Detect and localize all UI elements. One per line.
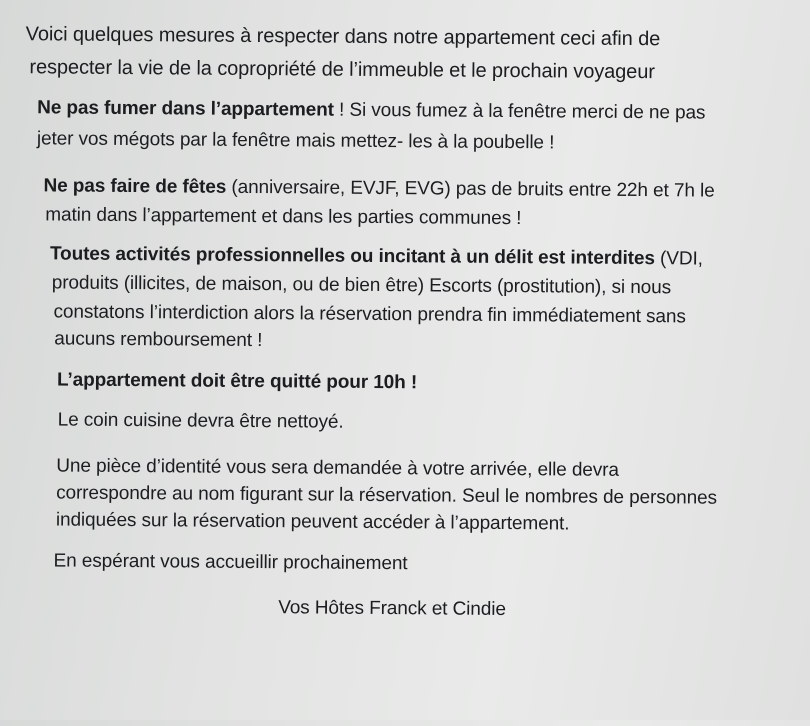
rule-smoking-title: Ne pas fumer dans l’appartement	[37, 97, 334, 121]
rule-id-line-1: Une pièce d’identité vous sera demandée à votre arrivée, elle devra	[56, 455, 619, 481]
rule-professional-line-2: produits (illicites, de maison, ou de bien être) Escorts (prostitution), si nous	[51, 272, 672, 299]
rule-professional-line-1	[50, 242, 703, 271]
rule-party-text: (anniversaire, EVJF, EVG) pas de bruits entre 22h et 7h le	[226, 176, 715, 202]
intro-line-1: Voici quelques mesures à respecter dans notre appartement ceci afin de	[25, 23, 661, 51]
rule-party-line-2: matin dans l’appartement et dans les parties communes !	[45, 204, 522, 230]
rule-professional-text: (VDI,	[654, 248, 703, 270]
signature: Vos Hôtes Franck et Cindie	[278, 597, 506, 620]
rule-id-line-2: correspondre au nom figurant sur la réservation. Seul le nombres de personnes	[56, 482, 718, 509]
rule-kitchen: Le coin cuisine devra être nettoyé.	[57, 409, 344, 433]
rule-smoking-line-2: jeter vos mégots par la fenêtre mais mettez- les à la poubelle !	[36, 128, 555, 154]
rule-professional-title: Toutes activités professionnelles ou incitant à un délit est interdites	[49, 243, 655, 270]
rule-checkout: L’appartement doit être quitté pour 10h !	[56, 369, 418, 394]
rule-smoking-line-1	[37, 96, 705, 125]
rule-professional-line-3: constatons l’interdiction alors la réservation prendra fin immédiatement sans	[53, 301, 686, 328]
rule-party-title: Ne pas faire de fêtes	[43, 175, 227, 198]
rule-professional-line-4: aucuns remboursement !	[54, 328, 263, 352]
rule-id-line-3: indiquées sur la réservation peuvent accéder à l’appartement.	[55, 509, 570, 535]
rule-party-line-1	[43, 174, 714, 203]
intro-line-2: respecter la vie de la copropriété de l’immeuble et le prochain voyageur	[29, 56, 655, 84]
closing-line: En espérant vous accueillir prochainement	[53, 550, 408, 575]
rule-smoking-text: ! Si vous fumez à la fenêtre merci de ne pas	[333, 99, 706, 124]
